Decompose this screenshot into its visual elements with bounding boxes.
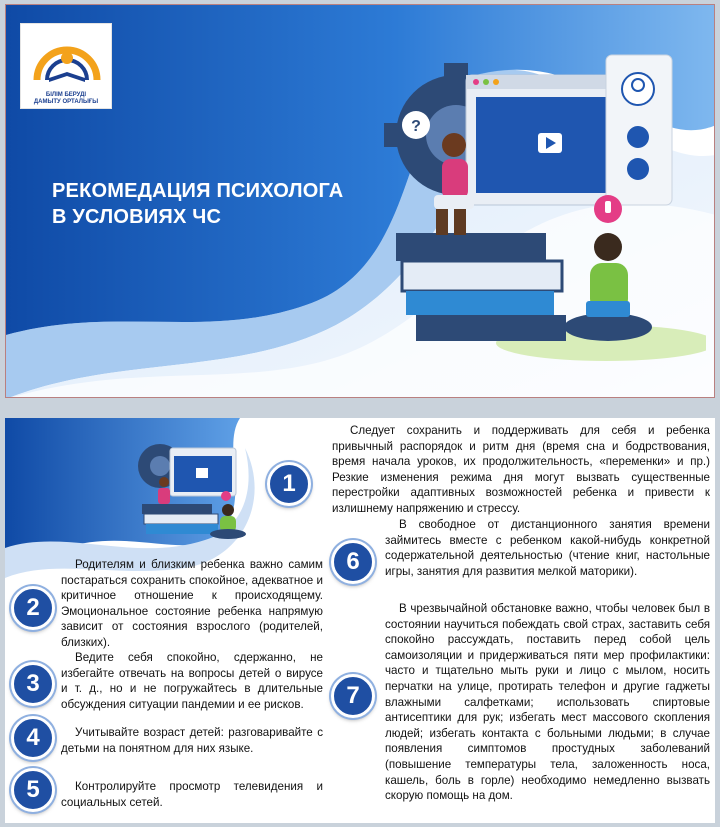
badge-7: 7 xyxy=(331,674,375,718)
slide-title xyxy=(52,178,382,230)
education-illustration xyxy=(376,45,706,385)
small-illustration xyxy=(130,430,260,540)
badge-6: 6 xyxy=(331,540,375,584)
recommendation-5: Контролируйте просмотр телевидения и социальных сетей. xyxy=(61,780,323,809)
recommendation-1: Следует сохранить и поддерживать для себя и ребенка привычный распорядок и ритм дня (время сна и бодрствования, время начала уроков, их продолжительность, «переменки» и пр.) Резкие изменения режима дня могут вызвать существенные перестройки адаптивных возможностей ребенка и привести к излишнему напряжению и стрессу. xyxy=(332,424,710,515)
badge-3: 3 xyxy=(11,662,55,706)
badge-5: 5 xyxy=(11,768,55,812)
badge-1: 1 xyxy=(267,462,311,506)
recommendation-7: В чрезвычайной обстановке важно, чтобы человек был в состоянии научиться побеждать свой страх, заставить себя спокойно рассуждать, поставить перед собой цель самоизоляции и придерживаться пяти мер профилактики: часто и тщательно мыть руки и лицо с мылом, носить перчатки на улице, протирать телефон и другие гаджеты влажными салфетками; использовать спиртовые антисептики для рук; избегать мест массового скопления людей; избегать контакта с больными людьми; в случае появления симптомов простудных заболеваний (повышение температуры тела, заложенность носа, кашель, боль в горле) необходимо немедленно вызвать скорую помощь на дом. xyxy=(385,602,710,803)
title-line-1: РЕКОМЕДАЦИЯ ПСИХОЛОГА xyxy=(52,180,344,202)
recommendation-3: Ведите себя спокойно, сдержанно, не избегайте отвечать на вопросы детей о вирусе и т. д., но и не погружайтесь в длительные обсуждения ситуации пандемии и ее рисков. xyxy=(61,651,323,711)
recommendations-slide xyxy=(5,418,715,823)
logo-text: БІЛІМ БЕРУДІ ДАМЫТУ ОРТАЛЫҒЫ xyxy=(33,92,99,105)
recommendation-6: В свободное от дистанционного занятия времени займитесь вместе с ребенком какой-нибудь конкретной содержательной деятельностью (чтение книг, настольные игры, занятия для развития мелкой маторики). xyxy=(385,518,710,578)
graduation-cap-icon xyxy=(627,126,649,148)
recommendation-4: Учитывайте возраст детей: разговаривайте с детьми на понятном для них языке. xyxy=(61,726,323,755)
badge-4: 4 xyxy=(11,716,55,760)
logo-emblem-icon xyxy=(31,28,103,90)
recommendation-2: Родителям и близким ребенка важно самим постараться сохранить спокойное, адекватное и критичное отношение к происходящему. Эмоциональное состояние ребенка напрямую зависит от состояния взрослого (родителей, близких). xyxy=(61,558,323,649)
question-icon: ? xyxy=(411,118,421,135)
organization-logo xyxy=(20,23,112,109)
lightbulb-icon xyxy=(627,158,649,180)
badge-2: 2 xyxy=(11,586,55,630)
title-slide xyxy=(5,4,715,398)
title-line-2: В УСЛОВИЯХ ЧС xyxy=(52,206,222,228)
